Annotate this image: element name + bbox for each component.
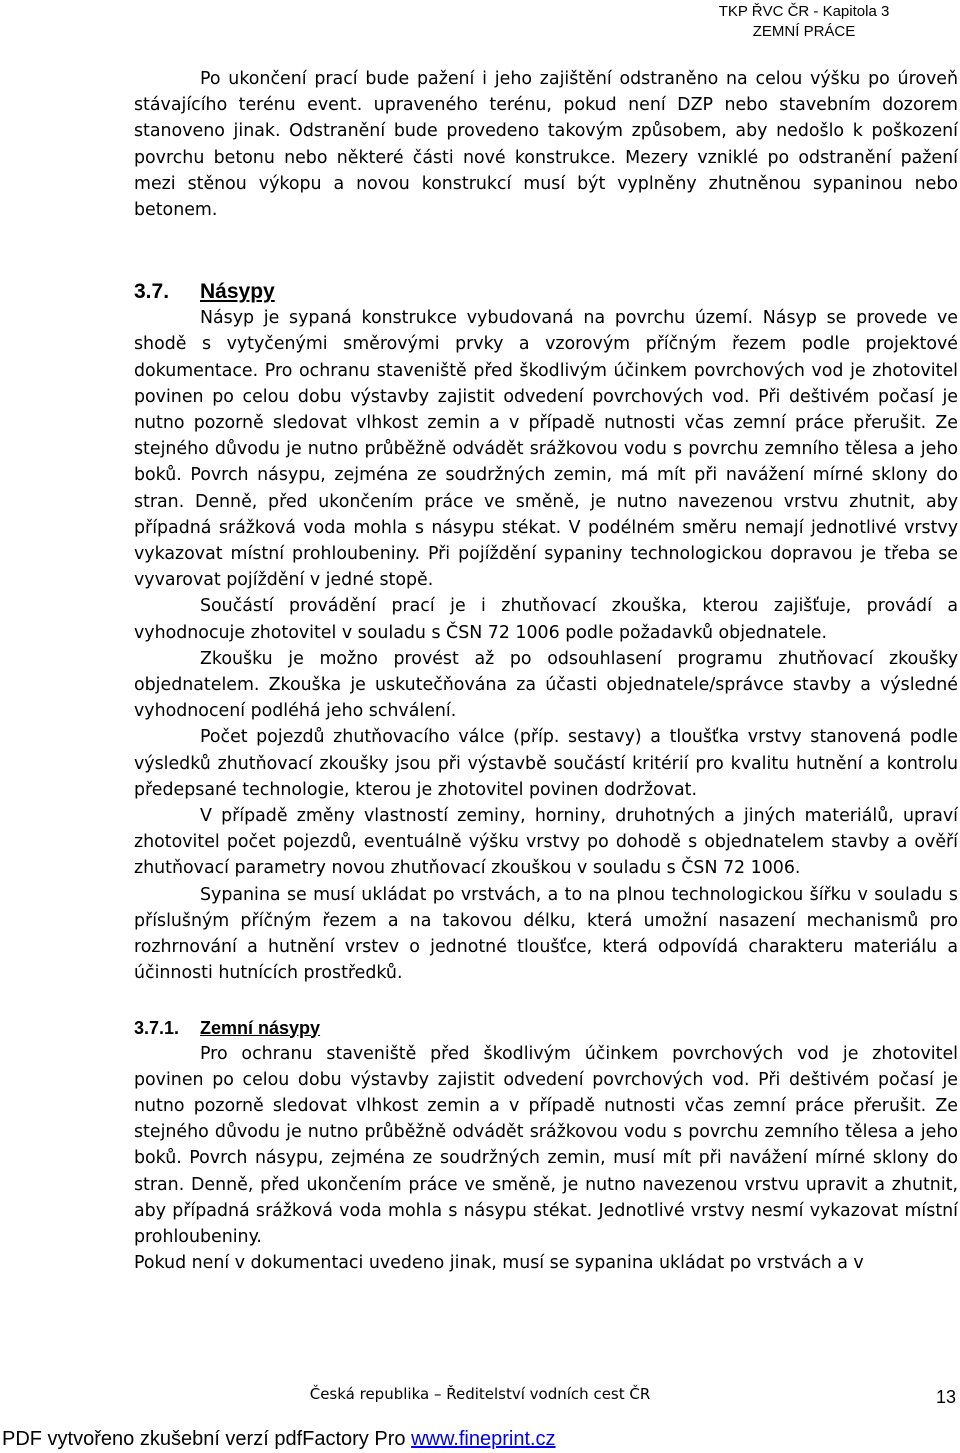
section-paragraph: Zkoušku je možno provést až po odsouhlasení programu zhutňovací zkoušky objednatelem. Zkouška je uskutečňována za účasti objednatele/správce stavby a výsledné vyhodnocení podléhá jeho schválení. (134, 648, 958, 722)
page-number: 13 (935, 1387, 956, 1407)
section-heading (134, 279, 958, 305)
pdf-watermark (2, 1426, 556, 1452)
page-header (674, 2, 934, 42)
section-first-rest: Násyp se provede ve shodě s vytyčenými směrovými prvky a vzorovým příčným řezem podle projektové dokumentace. Pro ochranu staveniště před škodlivým účinkem povrchových vod je zhotovitel povinen po celou dobu výstavby zajistit odvedení povrchových vod. Při deštivém počasí je nutno pozorně sledovat vlhkost zemin a v případě nutnosti včas zemní práce přerušit. Ze stejného důvodu je nutno průběžně odvádět srážkovou vodu s povrchu zemního tělesa a jeho boků. Povrch násypu, zejména ze soudržných zemin, má mít při navážení mírné sklony do stran. Denně, před ukončením práce ve směně, je nutno navezenou vrstvu zhutnit, aby případná srážková voda mohla s násypu stékat. V podélném směru nemají jednotlivé vrstvy vykazovat místní prohloubeniny. Při pojíždění sypaniny technologickou dopravou je třeba se vyvarovat pojíždění v jedné stopě. (134, 308, 958, 591)
section-paragraph: Počet pojezdů zhutňovacího válce (příp. sestavy) a tloušťka vrstvy stanovená podle výsledků zhutňovací zkoušky jsou při výstavbě součástí kritérií pro kvalitu hutnění a kontrolu předepsané technologie, kterou je zhotovitel povinen dodržovat. (134, 727, 958, 800)
section-title: Násypy (200, 280, 275, 304)
watermark-text: PDF vytvořeno zkušební verzí pdfFactory Pro (2, 1428, 406, 1450)
subsection-number: 3.7.1. (134, 1017, 180, 1038)
section-paragraph: Sypanina se musí ukládat po vrstvách, a to na plnou technologickou šířku v souladu s příslušným příčným řezem a na takovou délku, která umožní nasazení mechanismů pro rozhrnování a hutnění vrstev o jednotné tloušťce, která odpovídá charakteru materiálu a účinnosti hutnících prostředků. (134, 884, 958, 984)
intro-paragraph: Po ukončení prací bude pažení i jeho zajištění odstraněno na celou výšku po úroveň stávajícího terénu event. upraveného terénu, pokud není DZP nebo stavebním dozorem stanoveno jinak. Odstranění bude provedeno takovým způsobem, aby nedošlo k poškození povrchu betonu nebo některé části nové konstrukce. Mezery vzniklé po odstranění pažení mezi stěnou výkopu a novou konstrukcí musí být vyplněny zhutněnou sypaninou nebo betonem. (134, 69, 958, 221)
page-body (134, 66, 958, 1276)
header-line-2: ZEMNÍ PRÁCE (752, 23, 856, 40)
section-first-line: Násyp je sypaná konstrukce vybudovaná na povrchu území. (200, 308, 754, 329)
subsection-last-line: Pokud není v dokumentaci uvedeno jinak, musí se sypanina ukládat po vrstvách a v (134, 1253, 864, 1274)
section-paragraph: V případě změny vlastností zeminy, horniny, druhotných a jiných materiálů, upraví zhotovitel počet pojezdů, eventuálně výšku vrstvy po dohodě s objednatelem stavby a ověří zhutňovací parametry novou zhutňovací zkouškou v souladu s ČSN 72 1006. (134, 806, 958, 879)
watermark-link[interactable]: www.fineprint.cz (411, 1428, 556, 1450)
subsection-paragraph: Pro ochranu staveniště před škodlivým účinkem povrchových vod je zhotovitel povinen po celou dobu výstavby zajistit odvedení povrchových vod. Při deštivém počasí je nutno pozorně sledovat vlhkost zemin a v případě nutnosti včas zemní práce přerušit. Ze stejného důvodu je nutno průběžně odvádět srážkovou vodu s povrchu zemního tělesa a jeho boků. Povrch násypu, zejména ze soudržných zemin, musí mít při navážení mírné sklony do stran. Denně, před ukončením práce ve směně, je nutno navezenou vrstvu upravit a zhutnit, aby případná srážková voda mohla s násypu stékat. Jednotlivé vrstvy nesmí vykazovat místní prohloubeniny. (134, 1043, 958, 1247)
section-number: 3.7. (134, 280, 170, 304)
section-paragraph: Součástí provádění prací je i zhutňovací zkouška, kterou zajišťuje, provádí a vyhodnocuje zhotovitel v souladu s ČSN 72 1006 podle požadavků objednatele. (134, 596, 958, 643)
subsection-heading (134, 1015, 958, 1041)
subsection-title: Zemní násypy (200, 1017, 321, 1038)
page-footer: Česká republika – Ředitelství vodních cest ČR (309, 1385, 651, 1403)
header-line-1: TKP ŘVC ČR - Kapitola 3 (718, 3, 890, 20)
section-first-paragraph (134, 305, 958, 593)
